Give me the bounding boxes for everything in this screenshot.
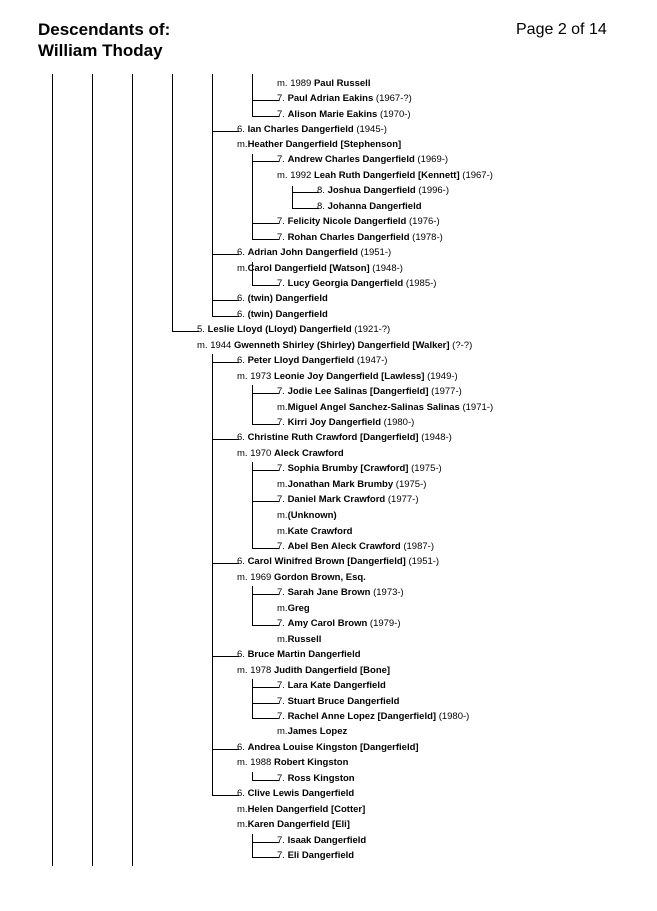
tree-entry <box>317 201 422 213</box>
entry-name: Jonathan Mark Brumby <box>287 479 394 490</box>
entry-prefix: 6. <box>237 247 248 258</box>
tree-connector-horizontal <box>212 300 239 301</box>
tree-entry <box>277 463 442 475</box>
entry-name: Amy Carol Brown <box>287 618 368 629</box>
tree-entry <box>237 649 361 661</box>
entry-name: Sophia Brumby [Crawford] <box>287 463 409 474</box>
tree-entry <box>237 124 387 136</box>
tree-connector-horizontal <box>252 393 279 394</box>
tree-entry <box>237 757 348 769</box>
entry-prefix: 6. <box>237 293 248 304</box>
entry-prefix: m. 1978 <box>237 665 274 676</box>
entry-dates: (1987-) <box>400 541 434 552</box>
entry-name: Eli Dangerfield <box>287 850 355 861</box>
entry-prefix: m. <box>277 526 288 537</box>
entry-prefix: m. 1944 <box>197 340 234 351</box>
entry-prefix: 6. <box>237 649 248 660</box>
tree-connector-vertical <box>292 186 293 208</box>
tree-connector-horizontal <box>252 703 279 704</box>
entry-prefix: 6. <box>237 309 248 320</box>
entry-name: Andrew Charles Dangerfield <box>287 154 415 165</box>
entry-dates: (1979-) <box>367 618 401 629</box>
entry-prefix: m. 1992 <box>277 170 314 181</box>
tree-connector-horizontal <box>212 254 239 255</box>
tree-connector-horizontal <box>172 331 199 332</box>
entry-name: Andrea Louise Kingston [Dangerfield] <box>247 742 419 753</box>
entry-dates: (1947-) <box>354 355 388 366</box>
tree-entry <box>277 402 493 414</box>
entry-prefix: m. 1988 <box>237 757 274 768</box>
tree-entry <box>237 293 328 305</box>
entry-prefix: 7. <box>277 386 288 397</box>
entry-name: Carol Dangerfield [Watson] <box>247 263 370 274</box>
tree-entry <box>237 448 344 460</box>
entry-prefix: 6. <box>237 742 248 753</box>
entry-prefix: m. <box>277 402 288 413</box>
entry-dates: (1948-) <box>418 432 452 443</box>
entry-prefix: 7. <box>277 93 288 104</box>
tree-connector-horizontal <box>252 223 279 224</box>
tree-entry <box>237 355 387 367</box>
tree-entry <box>277 232 443 244</box>
entry-prefix: 7. <box>277 696 288 707</box>
entry-name: Russell <box>287 634 322 645</box>
report-title-line2: William Thoday <box>38 41 163 60</box>
entry-dates: (1985-) <box>403 278 437 289</box>
entry-prefix: m. <box>277 603 288 614</box>
page-number: Page 2 of 14 <box>516 21 607 38</box>
tree-connector-vertical <box>252 385 253 424</box>
entry-prefix: m. <box>237 804 248 815</box>
tree-connector-horizontal <box>252 424 279 425</box>
entry-prefix: 8. <box>317 185 328 196</box>
tree-connector-horizontal <box>292 208 319 209</box>
entry-name: Sarah Jane Brown <box>287 587 371 598</box>
tree-entry <box>237 432 452 444</box>
entry-dates: (1980-) <box>436 711 470 722</box>
tree-entry <box>237 309 328 321</box>
entry-dates: (1949-) <box>424 371 458 382</box>
tree-entry <box>277 154 448 166</box>
entry-name: Greg <box>287 603 310 614</box>
entry-dates: (1976-) <box>406 216 440 227</box>
tree-connector-horizontal <box>252 161 279 162</box>
tree-connector-vertical <box>252 834 253 857</box>
entry-name: (twin) Dangerfield <box>247 293 328 304</box>
tree-connector-vertical <box>52 74 53 866</box>
entry-name: Carol Winifred Brown [Dangerfield] <box>247 556 406 567</box>
tree-entry <box>277 479 426 491</box>
tree-connector-horizontal <box>212 563 239 564</box>
tree-connector-vertical <box>252 679 253 718</box>
tree-entry <box>237 139 401 151</box>
tree-entry <box>277 78 370 90</box>
entry-prefix: 6. <box>237 556 248 567</box>
entry-name: Rohan Charles Dangerfield <box>287 232 410 243</box>
entry-dates: (1975-) <box>393 479 427 490</box>
entry-name: Leslie Lloyd (Lloyd) Dangerfield <box>207 324 352 335</box>
tree-entry <box>277 494 419 506</box>
tree-connector-vertical <box>252 586 253 625</box>
report-title <box>38 19 170 61</box>
tree-entry <box>277 417 414 429</box>
entry-prefix: m. <box>237 819 248 830</box>
entry-name: Jodie Lee Salinas [Dangerfield] <box>287 386 429 397</box>
entry-name: Aleck Crawford <box>273 448 344 459</box>
tree-connector-vertical <box>132 74 133 866</box>
tree-entry <box>277 603 310 615</box>
tree-entry <box>277 93 412 105</box>
tree-entry <box>277 696 399 708</box>
tree-entry <box>237 819 350 831</box>
entry-name: Ross Kingston <box>287 773 355 784</box>
tree-entry <box>237 247 391 259</box>
tree-entry <box>237 804 365 816</box>
tree-entry <box>317 185 449 197</box>
entry-name: Daniel Mark Crawford <box>287 494 386 505</box>
entry-prefix: 6. <box>237 432 248 443</box>
entry-name: Miguel Angel Sanchez-Salinas Salinas <box>287 402 460 413</box>
entry-dates: (1973-) <box>370 587 404 598</box>
entry-name: Gordon Brown, Esq. <box>273 572 366 583</box>
entry-name: Lucy Georgia Dangerfield <box>287 278 404 289</box>
tree-connector-horizontal <box>252 780 279 781</box>
entry-prefix: m. 1969 <box>237 572 274 583</box>
tree-entry <box>237 556 439 568</box>
tree-connector-horizontal <box>212 131 239 132</box>
entry-prefix: 5. <box>197 324 208 335</box>
tree-entry <box>277 170 493 182</box>
entry-prefix: m. <box>277 510 288 521</box>
entry-dates: (1975-) <box>408 463 442 474</box>
entry-name: (twin) Dangerfield <box>247 309 328 320</box>
tree-entry <box>277 634 321 646</box>
tree-connector-horizontal <box>252 687 279 688</box>
entry-prefix: 7. <box>277 541 288 552</box>
tree-connector-horizontal <box>252 239 279 240</box>
entry-prefix: 8. <box>317 201 328 212</box>
entry-name: Paul Russell <box>313 78 371 89</box>
entry-dates: (1980-) <box>381 417 415 428</box>
entry-name: Kirri Joy Dangerfield <box>287 417 382 428</box>
entry-name: James Lopez <box>287 726 348 737</box>
tree-entry <box>237 371 458 383</box>
tree-entry <box>277 618 401 630</box>
tree-connector-vertical <box>172 74 173 331</box>
entry-dates: (1948-) <box>369 263 403 274</box>
tree-entry <box>237 665 390 677</box>
entry-dates: (1971-) <box>459 402 494 413</box>
tree-connector-horizontal <box>252 718 279 719</box>
tree-connector-horizontal <box>252 285 279 286</box>
tree-entry <box>277 278 436 290</box>
entry-prefix: 7. <box>277 154 288 165</box>
entry-prefix: 7. <box>277 850 288 861</box>
entry-prefix: 7. <box>277 835 288 846</box>
entry-name: (Unknown) <box>287 510 337 521</box>
tree-entry <box>277 850 354 862</box>
tree-connector-vertical <box>92 74 93 866</box>
entry-name: Felicity Nicole Dangerfield <box>287 216 407 227</box>
tree-connector-vertical <box>212 74 213 316</box>
entry-name: Leonie Joy Dangerfield [Lawless] <box>273 371 425 382</box>
tree-connector-horizontal <box>212 439 239 440</box>
tree-entry <box>277 726 347 738</box>
tree-connector-horizontal <box>212 362 239 363</box>
tree-connector-horizontal <box>252 501 279 502</box>
tree-entry <box>277 680 386 692</box>
tree-connector-horizontal <box>252 470 279 471</box>
entry-prefix: 7. <box>277 463 288 474</box>
tree-connector-vertical <box>252 154 253 239</box>
entry-dates: (1978-) <box>409 232 443 243</box>
entry-prefix: 7. <box>277 232 288 243</box>
tree-connector-horizontal <box>252 625 279 626</box>
entry-name: Karen Dangerfield [Eli] <box>247 819 350 830</box>
tree-entry <box>277 773 355 785</box>
entry-dates: (1951-) <box>357 247 392 258</box>
entry-dates: (1977-) <box>428 386 462 397</box>
entry-prefix: m. <box>237 263 248 274</box>
report-title-line1: Descendants of: <box>38 20 171 39</box>
entry-prefix: 7. <box>277 278 288 289</box>
tree-entry <box>277 386 462 398</box>
entry-prefix: 7. <box>277 618 288 629</box>
entry-name: Gwenneth Shirley (Shirley) Dangerfield [Walker] <box>233 340 450 351</box>
entry-prefix: 7. <box>277 109 288 120</box>
tree-entry <box>277 835 366 847</box>
entry-prefix: 6. <box>237 788 248 799</box>
entry-prefix: m. <box>277 726 288 737</box>
entry-name: Helen Dangerfield [Cotter] <box>247 804 366 815</box>
tree-entry <box>237 263 403 275</box>
entry-prefix: 7. <box>277 494 288 505</box>
tree-connector-vertical <box>252 772 253 780</box>
entry-prefix: m. 1970 <box>237 448 274 459</box>
tree-entry <box>277 109 411 121</box>
tree-connector-horizontal <box>292 192 319 193</box>
tree-connector-horizontal <box>252 548 279 549</box>
entry-prefix: 6. <box>237 355 248 366</box>
tree-entry <box>277 510 337 522</box>
entry-dates: (1945-) <box>353 124 387 135</box>
entry-name: Robert Kingston <box>273 757 349 768</box>
entry-dates: (1951-) <box>405 556 440 567</box>
entry-prefix: 7. <box>277 680 288 691</box>
entry-prefix: 6. <box>237 124 248 135</box>
entry-prefix: 7. <box>277 711 288 722</box>
tree-connector-horizontal <box>252 842 279 843</box>
entry-prefix: m. <box>277 479 288 490</box>
tree-connector-horizontal <box>252 100 279 101</box>
tree-entry <box>237 788 354 800</box>
entry-name: Leah Ruth Dangerfield [Kennett] <box>313 170 460 181</box>
tree-connector-horizontal <box>252 857 279 858</box>
entry-name: Bruce Martin Dangerfield <box>247 649 361 660</box>
entry-name: Clive Lewis Dangerfield <box>247 788 355 799</box>
entry-name: Peter Lloyd Dangerfield <box>247 355 355 366</box>
entry-name: Johanna Dangerfield <box>327 201 422 212</box>
tree-connector-horizontal <box>212 749 239 750</box>
tree-entry <box>237 742 419 754</box>
entry-name: Stuart Bruce Dangerfield <box>287 696 400 707</box>
entry-prefix: m. 1973 <box>237 371 274 382</box>
entry-prefix: m. <box>277 634 288 645</box>
tree-connector-horizontal <box>212 316 239 317</box>
entry-name: Isaak Dangerfield <box>287 835 367 846</box>
tree-connector-horizontal <box>212 795 239 796</box>
tree-connector-horizontal <box>212 656 239 657</box>
entry-name: Lara Kate Dangerfield <box>287 680 386 691</box>
tree-connector-vertical <box>252 462 253 548</box>
entry-name: Abel Ben Aleck Crawford <box>287 541 401 552</box>
entry-prefix: m. 1989 <box>277 78 314 89</box>
tree-entry <box>197 340 472 352</box>
entry-name: Judith Dangerfield [Bone] <box>273 665 391 676</box>
tree-entry <box>197 324 390 336</box>
entry-prefix: m. <box>237 139 248 150</box>
tree-entry <box>277 711 469 723</box>
entry-name: Rachel Anne Lopez [Dangerfield] <box>287 711 437 722</box>
tree-entry <box>277 216 440 228</box>
entry-dates: (1996-) <box>415 185 449 196</box>
entry-name: Ian Charles Dangerfield <box>247 124 354 135</box>
tree-connector-horizontal <box>252 116 279 117</box>
tree-entry <box>237 572 366 584</box>
tree-connector-vertical <box>252 74 253 116</box>
tree-connector-horizontal <box>252 594 279 595</box>
entry-name: Adrian John Dangerfield <box>247 247 358 258</box>
tree-entry <box>277 526 353 538</box>
entry-prefix: 7. <box>277 773 288 784</box>
entry-prefix: 7. <box>277 216 288 227</box>
entry-name: Joshua Dangerfield <box>327 185 416 196</box>
entry-dates: (1967-) <box>459 170 493 181</box>
entry-prefix: 7. <box>277 417 288 428</box>
entry-dates: (?-?) <box>449 340 473 351</box>
entry-name: Christine Ruth Crawford [Dangerfield] <box>247 432 419 443</box>
entry-dates: (1969-) <box>414 154 449 165</box>
entry-name: Paul Adrian Eakins <box>287 93 374 104</box>
entry-prefix: 7. <box>277 587 288 598</box>
entry-dates: (1967-?) <box>373 93 412 104</box>
tree-connector-vertical <box>212 354 213 795</box>
entry-dates: (1977-) <box>385 494 419 505</box>
entry-dates: (1970-) <box>377 109 411 120</box>
entry-name: Kate Crawford <box>287 526 353 537</box>
entry-name: Heather Dangerfield [Stephenson] <box>247 139 402 150</box>
tree-entry <box>277 541 434 553</box>
tree-entry <box>277 587 404 599</box>
entry-name: Alison Marie Eakins <box>287 109 378 120</box>
entry-dates: (1921-?) <box>351 324 391 335</box>
